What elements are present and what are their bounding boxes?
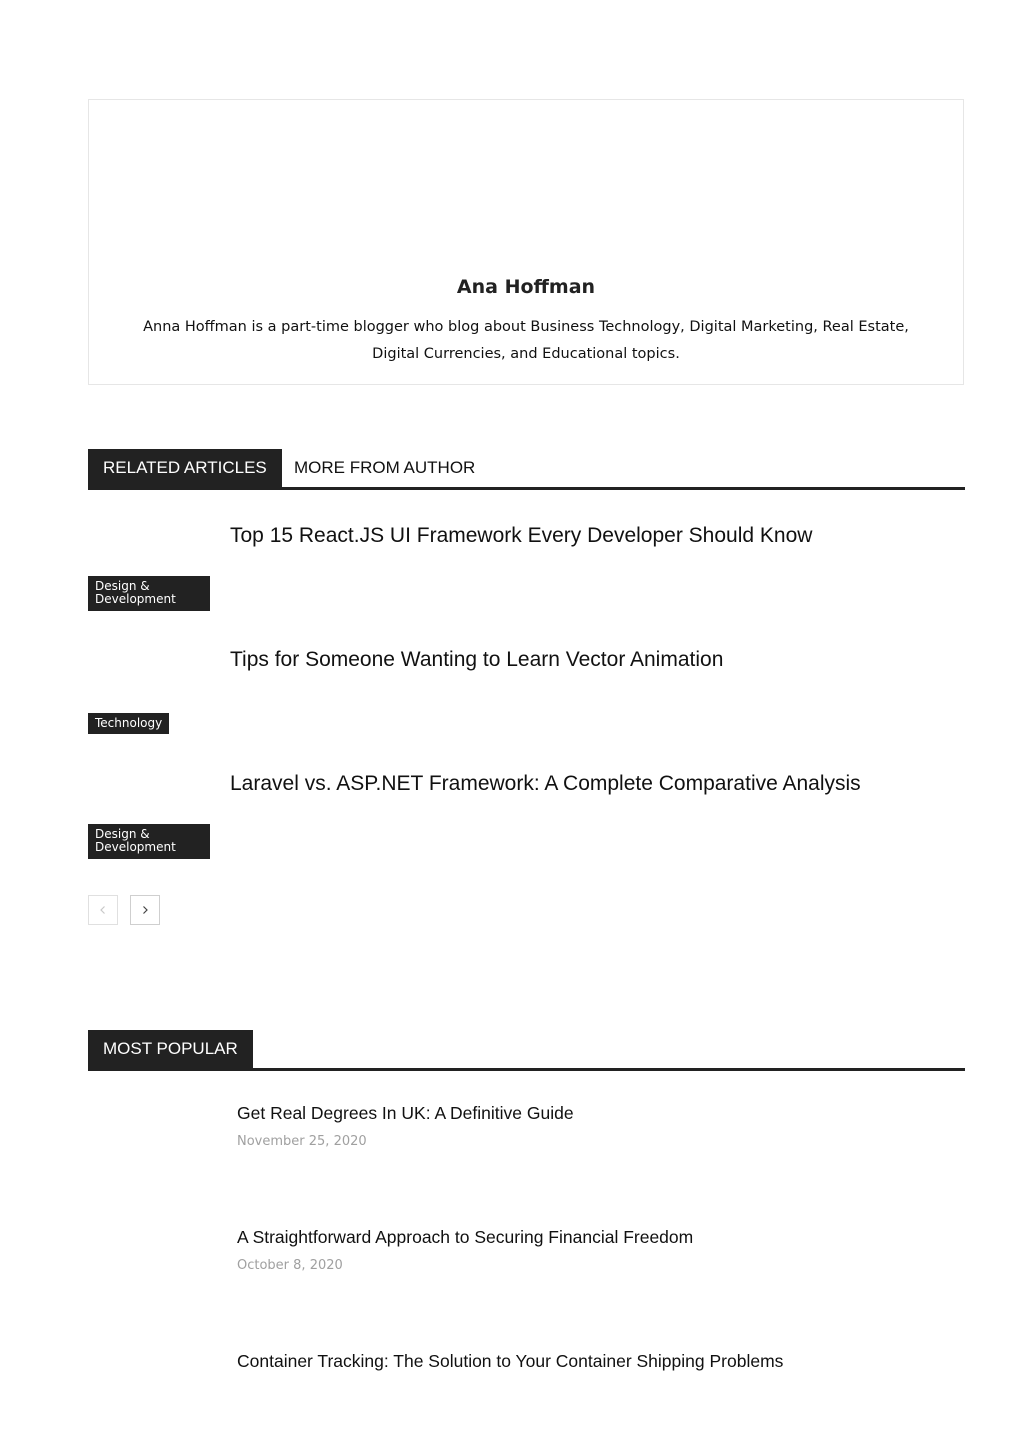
popular-item (237, 1227, 965, 1273)
prev-page-button[interactable] (88, 895, 118, 925)
author-description: Anna Hoffman is a part-time blogger who blog about Business Technology, Digital Marketing, Real Estate, Digital Currencies, and Educational topics. (143, 319, 909, 362)
tab-most-popular[interactable]: MOST POPULAR (88, 1030, 253, 1068)
tab-related-articles[interactable]: RELATED ARTICLES (88, 449, 282, 487)
author-name[interactable]: Ana Hoffman (456, 276, 596, 298)
article-title[interactable]: Tips for Someone Wanting to Learn Vector Animation (230, 648, 724, 671)
popular-item (237, 1351, 965, 1372)
popular-item-title[interactable]: Container Tracking: The Solution to Your Container Shipping Problems (237, 1351, 784, 1371)
chevron-left-icon (98, 905, 108, 915)
tab-more-from-author[interactable]: MORE FROM AUTHOR (294, 458, 476, 477)
popular-item (237, 1103, 965, 1149)
related-tabbar (88, 449, 965, 490)
category-label-line2: Development (95, 840, 176, 854)
popular-item-date: November 25, 2020 (237, 1134, 367, 1149)
popular-item-date: October 8, 2020 (237, 1258, 343, 1273)
chevron-right-icon (140, 905, 150, 915)
category-badge[interactable]: Technology (88, 713, 169, 734)
category-badge[interactable] (88, 576, 210, 611)
popular-item-title[interactable]: A Straightforward Approach to Securing Financial Freedom (237, 1227, 694, 1247)
article-title[interactable]: Top 15 React.JS UI Framework Every Developer Should Know (230, 524, 813, 547)
popular-item-title[interactable]: Get Real Degrees In UK: A Definitive Guide (237, 1103, 574, 1123)
next-page-button[interactable] (130, 895, 160, 925)
category-label-line1: Design & (95, 579, 150, 593)
category-label-line2: Development (95, 592, 176, 606)
article-title[interactable]: Laravel vs. ASP.NET Framework: A Complete Comparative Analysis (230, 772, 861, 795)
author-box (88, 99, 964, 385)
category-badge[interactable] (88, 824, 210, 859)
popular-tabbar (88, 1030, 965, 1071)
category-label-line1: Design & (95, 827, 150, 841)
